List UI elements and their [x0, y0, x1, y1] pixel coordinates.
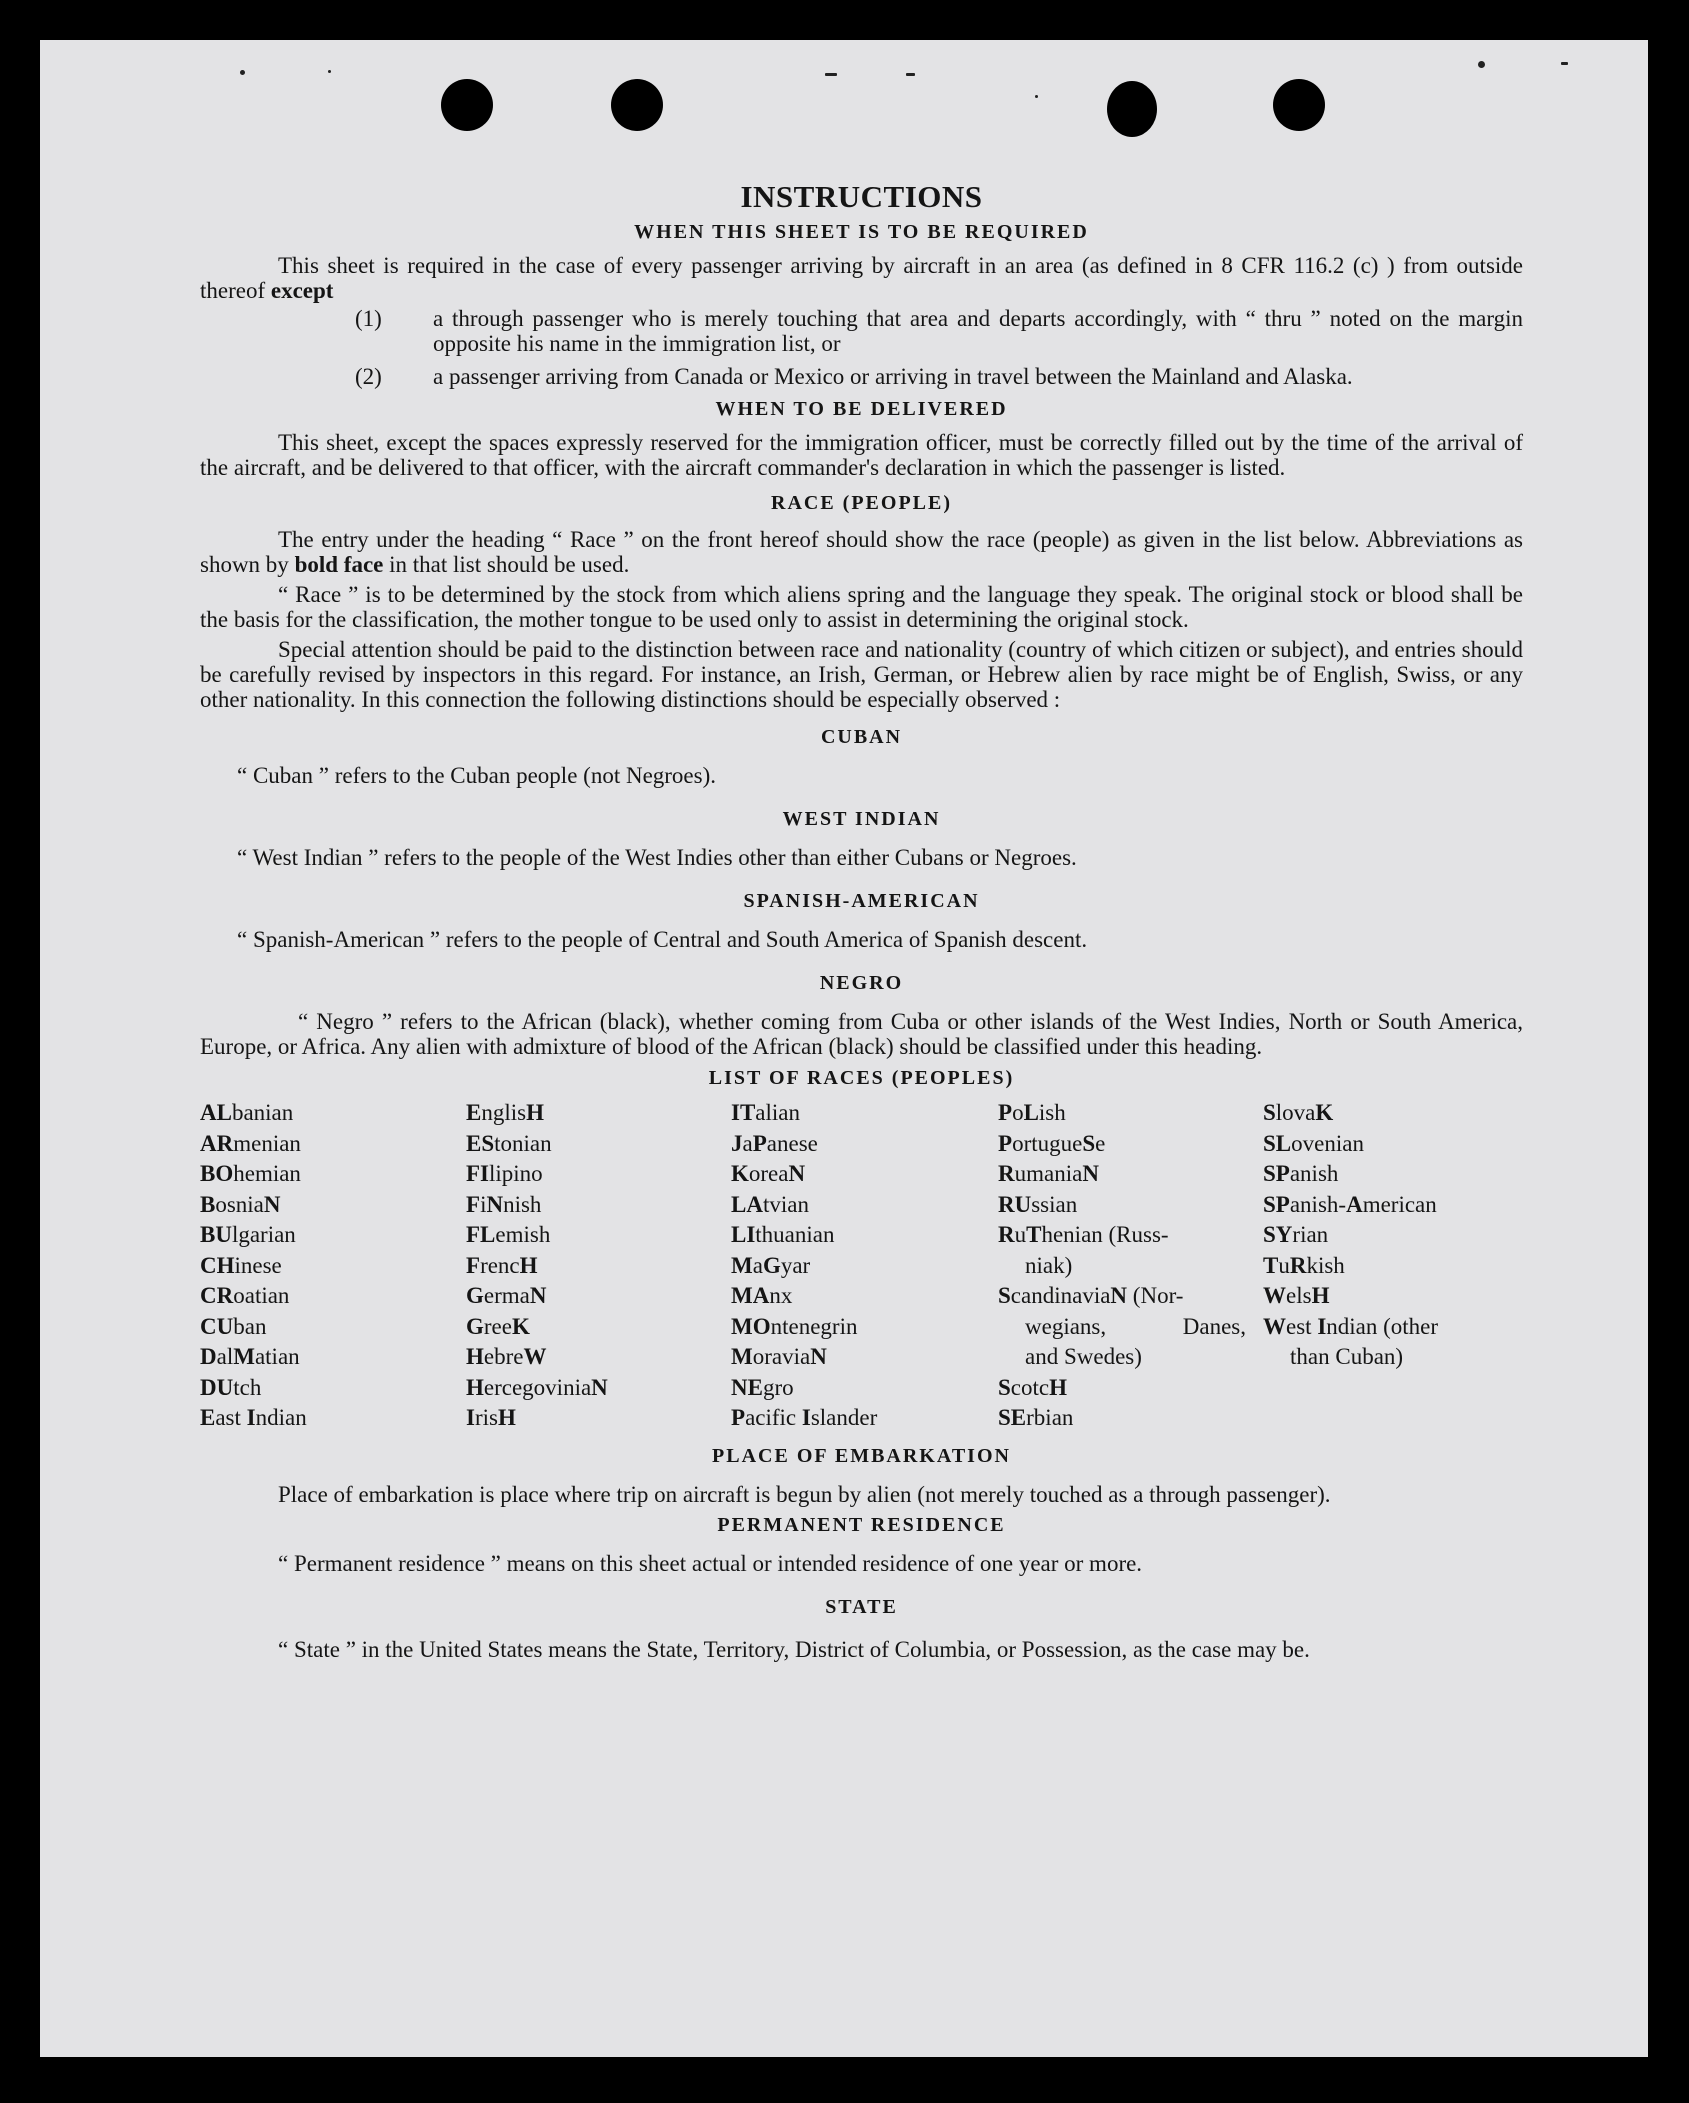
races-column: [731, 1098, 998, 1434]
instructions-text: [200, 178, 1523, 1666]
paragraph-race-definition: “ Race ” is to be determined by the stock from which aliens spring and the language they speak. The original stock or blood shall be the basis for the classification, the mother tongue to be used only to assist in determining the original stock.: [200, 582, 1523, 632]
paragraph-place-of-embarkation: Place of embarkation is place where trip on aircraft is begun by alien (not merely touched as a through passenger).: [278, 1481, 1331, 1507]
punch-hole: [1107, 81, 1157, 137]
race-entry: RUssian: [998, 1191, 1078, 1217]
race-entry: SPanish-American: [1263, 1191, 1437, 1217]
paragraph-race-nationality: Special attention should be paid to the distinction between race and nationality (country of which citizen or subject), and entries should be carefully revised by inspectors in this regard. For instance, an Irish, German, or Hebrew alien by race might be of English, Swiss, or any other nationality. In this connection the following distinctions should be especially observed :: [200, 637, 1523, 712]
paragraph-negro: “ Negro ” refers to the African (black), whether coming from Cuba or other islands of the West Indies, North or South America, Europe, or Africa. Any alien with admixture of blood of the African (black) should be classified under this heading.: [200, 1009, 1523, 1059]
paragraph-race-entry: [200, 527, 1523, 577]
heading-when-required: WHEN THIS SHEET IS TO BE REQUIRED: [634, 221, 1089, 243]
race-entry: GreeK: [466, 1313, 530, 1339]
heading-when-delivered: WHEN TO BE DELIVERED: [715, 398, 1008, 420]
race-entry: DUtch: [200, 1374, 262, 1400]
paragraph-west-indian: “ West Indian ” refers to the people of the West Indies other than either Cubans or Negroes.: [237, 845, 1077, 870]
heading-place-of-embarkation: PLACE OF EMBARKATION: [712, 1444, 1011, 1467]
item-text: a passenger arriving from Canada or Mexico or arriving in travel between the Mainland and Alaska.: [433, 364, 1353, 389]
race-entry: SYrian: [1263, 1222, 1329, 1247]
race-entry: HebreW: [466, 1344, 547, 1369]
race-entry: FLemish: [466, 1222, 551, 1247]
races-column: [998, 1098, 1263, 1434]
race-entry: ScandinaviaN (Nor-: [998, 1283, 1184, 1308]
heading-west-indian: WEST INDIAN: [782, 808, 941, 830]
race-entry: EStonian: [466, 1130, 552, 1156]
emphasis-text: except: [270, 278, 334, 303]
heading-negro: NEGRO: [819, 972, 904, 994]
heading-state: STATE: [825, 1595, 898, 1618]
paragraph-text: This sheet is required in the case of every passenger arriving by aircraft in an area (as defined in 8 CFR 116.2 (c) ) from outside thereof: [200, 253, 1523, 303]
item-text: a through passenger who is merely touching that area and departs accordingly, with “ thru ” noted on the margin opposite his name in the immigration list, or: [433, 306, 1523, 356]
race-entry: SlovaK: [1263, 1100, 1334, 1125]
race-entry: Pacific Islander: [731, 1405, 878, 1430]
race-entry: ScotcH: [998, 1374, 1067, 1400]
race-entry: TuRkish: [1263, 1252, 1345, 1278]
item-number: (1): [355, 306, 382, 331]
race-entry: CHinese: [200, 1252, 282, 1278]
paragraph-when-required: [200, 253, 1523, 303]
race-entry: MOntenegrin: [731, 1313, 858, 1339]
race-entry: WelsH: [1263, 1283, 1330, 1308]
race-entry: niak): [1025, 1252, 1073, 1278]
race-entry: ARmenian: [200, 1130, 301, 1156]
race-entry: EnglisH: [466, 1100, 544, 1125]
race-entry: SPanish: [1263, 1161, 1339, 1186]
race-entry: ALbanian: [200, 1100, 294, 1125]
race-entry: FiNnish: [466, 1191, 542, 1217]
race-entry: IrisH: [466, 1405, 516, 1430]
speck: [1478, 61, 1485, 68]
heading-cuban: CUBAN: [820, 726, 903, 748]
race-entry: BUlgarian: [200, 1222, 296, 1247]
paragraph-state: “ State ” in the United States means the State, Territory, District of Columbia, or Possession, as the case may be.: [278, 1636, 1310, 1662]
document-page: [40, 40, 1648, 2057]
race-entry: and Swedes): [1025, 1344, 1142, 1369]
race-entry: NEgro: [731, 1374, 794, 1400]
race-entry: wegians, Danes,: [1025, 1313, 1246, 1339]
race-entry: GermaN: [466, 1283, 547, 1308]
races-column: [200, 1098, 466, 1434]
race-entry: JaPanese: [731, 1130, 818, 1156]
document-title: INSTRUCTIONS: [740, 179, 983, 214]
heading-spanish-american: SPANISH-AMERICAN: [743, 890, 980, 912]
speck: [906, 73, 915, 76]
paragraph-when-delivered: This sheet, except the spaces expressly reserved for the immigration officer, must be correctly filled out by the time of the arrival of the aircraft, and be delivered to that officer, with the aircraft commander's declaration in which the passenger is listed.: [200, 430, 1523, 480]
heading-list-of-races: LIST OF RACES (PEOPLES): [708, 1067, 1015, 1089]
race-entry: RuThenian (Russ-: [998, 1222, 1169, 1247]
race-entry: HercegoviniaN: [466, 1374, 608, 1400]
speck: [825, 73, 837, 76]
punch-hole: [1273, 79, 1325, 131]
races-column: [1263, 1098, 1438, 1434]
heading-permanent-residence: PERMANENT RESIDENCE: [717, 1513, 1006, 1536]
list-item: [200, 306, 1523, 356]
paragraph-text: The entry under the heading “ Race ” on the front hereof should show the race (people) as given in the list below. Abbreviations as shown by: [200, 527, 1523, 577]
speck: [240, 70, 245, 75]
race-entry: BOhemian: [200, 1161, 301, 1186]
paragraph-cuban: “ Cuban ” refers to the Cuban people (not Negroes).: [237, 763, 717, 788]
punch-hole: [441, 79, 493, 131]
race-entry: KoreaN: [731, 1161, 806, 1186]
races-column: [466, 1098, 731, 1434]
race-entry: East Indian: [200, 1405, 307, 1430]
race-entry: LIthuanian: [731, 1222, 835, 1247]
race-entry: SLovenian: [1263, 1130, 1364, 1156]
punch-hole: [611, 79, 663, 131]
race-entry: SErbian: [998, 1405, 1074, 1430]
race-entry: DalMatian: [200, 1344, 300, 1369]
emphasis-text: bold face: [294, 552, 384, 577]
race-entry: FrencH: [466, 1252, 538, 1278]
race-entry: MaGyar: [731, 1252, 811, 1278]
race-entry: LAtvian: [731, 1191, 809, 1217]
race-entry: MAnx: [731, 1283, 793, 1308]
race-entry: PoLish: [998, 1100, 1066, 1125]
race-entry: BosniaN: [200, 1191, 281, 1217]
paragraph-spanish-american: “ Spanish-American ” refers to the people of Central and South America of Spanish descent.: [237, 927, 1088, 952]
race-entry: than Cuban): [1290, 1344, 1404, 1369]
paragraph-text: in that list should be used.: [389, 552, 630, 577]
heading-race: RACE (PEOPLE): [771, 492, 952, 514]
race-entry: RumaniaN: [998, 1161, 1099, 1186]
race-entry: West Indian (other: [1263, 1313, 1439, 1339]
list-item: [200, 364, 1523, 389]
speck: [1035, 95, 1038, 98]
race-entry: FIlipino: [466, 1161, 543, 1186]
paragraph-permanent-residence: “ Permanent residence ” means on this sheet actual or intended residence of one year or more.: [278, 1550, 1143, 1576]
speck: [1561, 62, 1568, 65]
speck: [328, 70, 331, 73]
race-entry: MoraviaN: [731, 1344, 827, 1369]
race-entry: PortugueSe: [998, 1130, 1106, 1156]
race-entry: CUban: [200, 1313, 267, 1339]
race-entry: CRoatian: [200, 1283, 290, 1308]
races-table: [200, 1098, 1523, 1434]
race-entry: ITalian: [731, 1100, 800, 1125]
item-number: (2): [355, 364, 382, 389]
